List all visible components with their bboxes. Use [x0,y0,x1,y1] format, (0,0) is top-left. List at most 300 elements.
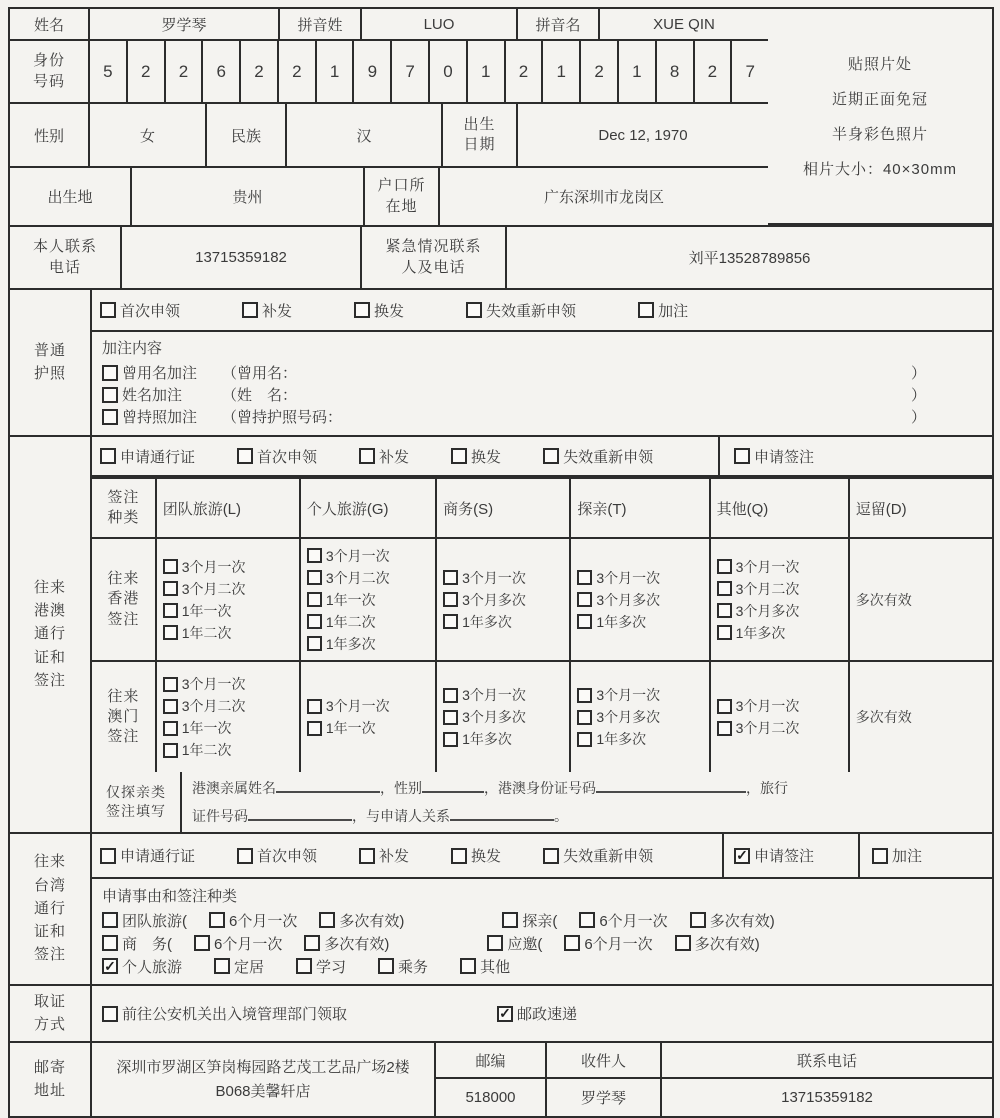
checkbox-label: 3个月一次 [735,698,800,714]
taiwan-options [92,834,724,877]
checkbox-label: 加注 [658,302,689,320]
emergency-contact-label [362,227,507,288]
checkbox-option[interactable] [497,1003,577,1024]
visa-column-header: 商务(S) [437,479,571,537]
hk-macau-section [10,437,992,834]
checkbox-icon[interactable] [466,302,482,318]
checkbox-icon[interactable] [443,732,458,747]
visa-option[interactable] [443,568,563,588]
paren-open-text: （曾用名： [222,365,298,382]
contact-phone-value: 13715359182 [781,1089,873,1106]
checkbox-icon[interactable] [564,935,580,951]
checkbox-icon[interactable] [307,636,322,651]
label-line: 护照 [33,365,66,382]
checkbox-option[interactable] [502,910,557,931]
visa-type-corner [92,479,157,537]
checkbox-icon[interactable] [577,570,592,585]
visa-option[interactable] [307,568,429,588]
checkbox-icon[interactable] [577,592,592,607]
paren-open-text: （姓 名： [222,387,298,404]
checkbox-label: 团队旅游( [122,912,187,930]
checkbox-icon[interactable] [307,699,322,714]
visa-cell [157,662,301,772]
checkbox-icon[interactable] [543,448,559,464]
checkbox-option[interactable] [194,933,282,954]
visa-option[interactable] [717,557,842,577]
visa-option[interactable] [163,696,293,716]
postcode-value: 518000 [465,1089,516,1106]
checkbox-icon[interactable] [717,581,732,596]
checkbox-label: 1年二次 [181,742,232,758]
visa-option[interactable] [307,634,429,654]
checkbox-label: 3个月多次 [462,591,526,608]
visa-column-header: 探亲(T) [571,479,710,537]
label-line: 签注填写 [106,803,166,819]
checkbox-icon[interactable] [577,732,592,747]
label-line: 种类 [107,509,140,526]
annotation-row [102,406,982,427]
checkbox-label: 换发 [471,448,502,466]
checkbox-icon[interactable] [163,625,178,640]
checkbox-label: 3个月多次 [462,709,526,725]
checkbox-option[interactable] [451,845,501,866]
checkbox-option[interactable] [319,910,404,931]
pinyin-given-label: 拼音名 [518,9,600,39]
paren-close-text: ） [910,409,926,426]
checkbox-label: 邮政速递 [517,1006,578,1023]
checkbox-option[interactable] [638,300,688,321]
pickup-section-label [10,986,92,1041]
checkbox-option[interactable] [102,933,172,954]
checkbox-icon[interactable] [451,848,467,864]
checkbox-option[interactable] [102,910,187,931]
checkbox-icon[interactable] [638,302,654,318]
checkbox-label: 1年多次 [596,613,647,630]
id-digit-cell: 2 [241,41,279,102]
id-digit-cell: 1 [468,41,506,102]
checkbox-label: 1年多次 [462,613,512,630]
visa-option[interactable] [307,696,429,716]
checkbox-icon[interactable] [717,625,732,640]
label-line: 往来 [33,578,66,596]
checkbox-label: 3个月二次 [325,569,390,586]
checkbox-icon[interactable] [242,302,258,318]
checkbox-label: 1年一次 [181,720,232,736]
checkbox-option[interactable] [487,933,542,954]
label-line: 邮寄 [33,1058,66,1076]
checkbox-icon[interactable] [443,710,458,725]
checkbox-icon[interactable] [100,848,116,864]
visa-cell-text: 多次有效 [855,591,912,608]
checkbox-option[interactable] [237,446,317,467]
photo-instruction-line: 半身彩色照片 [831,126,928,143]
checkbox-icon[interactable] [690,912,706,928]
checkbox-option[interactable] [734,845,814,866]
checkbox-label: 1年一次 [325,591,376,608]
checkbox-icon[interactable] [237,448,253,464]
visa-option[interactable] [163,718,293,738]
checkbox-option[interactable] [102,384,222,405]
label-line: 港澳 [33,602,66,620]
visa-option[interactable] [163,557,293,577]
checkbox-label: 3个月多次 [596,709,661,725]
checkbox-icon[interactable] [102,387,118,403]
checkbox-icon[interactable] [577,688,592,703]
checkbox-option[interactable] [675,933,760,954]
recipient-label: 收件人 [547,1043,660,1079]
visa-option[interactable] [307,718,429,738]
id-digit-cell: 9 [354,41,392,102]
checkbox-icon[interactable] [359,848,375,864]
name-value: 罗学琴 [90,9,280,39]
checkbox-icon[interactable] [872,848,888,864]
checkbox-label: 补发 [379,448,410,466]
taiwan-section-label [10,834,92,984]
checkbox-icon[interactable] [102,912,118,928]
passport-options [92,290,992,332]
label-line: 电话 [48,258,81,276]
checkbox-label: 失效重新申领 [486,302,577,320]
taiwan-reason-block [92,879,992,984]
hk-macau-options-row [92,437,992,479]
checkbox-icon[interactable] [100,448,116,464]
blank-underline[interactable] [422,780,484,793]
checkbox-icon[interactable] [675,935,691,951]
gender-value: 女 [90,104,207,166]
label-line: 签注 [107,610,140,628]
checkbox-label: 3个月一次 [462,687,526,703]
checkbox-option[interactable] [359,845,409,866]
checkbox-icon[interactable] [194,935,210,951]
checkbox-option[interactable] [460,956,510,977]
visa-column-header: 个人旅游(G) [301,479,437,537]
photo-instruction-line: 近期正面免冠 [831,91,928,108]
checkbox-icon[interactable] [717,699,732,714]
checkbox-option[interactable] [100,845,195,866]
checkbox-icon[interactable] [460,958,476,974]
label-line: 在地 [385,197,418,215]
checkbox-icon[interactable] [717,721,732,736]
checkbox-option[interactable] [359,446,409,467]
checkbox-label: 曾持照加注 [122,409,198,426]
checkbox-option[interactable] [543,446,653,467]
label-line: 人及电话 [401,258,466,276]
visa-option[interactable] [577,612,702,632]
annotation-row [102,362,982,383]
visa-option[interactable] [307,590,429,610]
reason-group-left [102,910,404,931]
label-line: 往来 [33,853,66,871]
checkbox-icon[interactable] [307,570,322,585]
checkbox-icon[interactable] [577,614,592,629]
checkbox-label: 首次申领 [257,848,318,865]
residence-value: 广东深圳市龙岗区 [543,189,664,206]
checkbox-icon[interactable] [378,958,394,974]
checkbox-label: 申请通行证 [120,448,196,466]
visa-option[interactable] [163,674,293,694]
label-line: 通行 [33,899,66,917]
checkbox-option[interactable] [209,910,297,931]
visa-option[interactable] [717,623,842,643]
checkbox-option[interactable] [214,956,264,977]
label-line: 号码 [32,72,65,90]
checkbox-icon[interactable] [163,721,178,736]
id-digit-cell: 1 [317,41,355,102]
label-line: 紧急情况联系 [385,238,482,256]
checkbox-option[interactable] [296,956,346,977]
visa-table-header [92,479,992,539]
checkbox-icon[interactable] [209,912,225,928]
checkbox-icon[interactable] [102,1006,118,1022]
visa-option[interactable] [577,685,702,705]
checkbox-icon[interactable] [163,581,178,596]
label-line: 本人联系 [32,238,97,256]
label-line: 香港 [107,590,140,608]
checkbox-label: 6个月一次 [599,912,668,930]
checkbox-label: 3个月一次 [325,698,390,714]
visa-option[interactable] [577,590,702,610]
label-line: 往来 [107,570,140,588]
label-line: 签注 [33,946,66,964]
id-digit-cell: 1 [619,41,657,102]
checkbox-icon[interactable] [214,958,230,974]
checkbox-option[interactable] [237,845,317,866]
checkbox-option[interactable] [378,956,428,977]
checkbox-label: 首次申领 [257,448,318,466]
label-line: 普通 [33,341,66,359]
blank-underline[interactable] [248,808,352,821]
visa-option[interactable] [443,590,563,610]
annotation-content-title: 加注内容 [102,340,163,357]
taiwan-annotation-cell [860,834,992,877]
reason-group-right [502,910,774,931]
checkbox-option[interactable] [100,446,195,467]
visa-cell [711,539,850,660]
checkbox-icon[interactable] [296,958,312,974]
passport-annotation-block [92,332,992,435]
label-line: 出生 [463,115,496,133]
field-text: 港澳亲属姓名 [192,780,276,796]
contact-phone-label: 联系电话 [662,1043,992,1079]
checkbox-icon[interactable] [359,448,375,464]
checkbox-icon[interactable] [307,721,322,736]
checkbox-icon[interactable] [307,614,322,629]
checkbox-icon[interactable] [307,548,322,563]
visa-option[interactable] [577,568,702,588]
checkbox-label: 补发 [262,302,293,320]
checkbox-icon[interactable] [102,409,118,425]
visa-option[interactable] [443,685,563,705]
annotation-rows [102,361,982,428]
checkbox-option[interactable] [242,300,292,321]
checkbox-label: 3个月多次 [596,591,661,608]
checkbox-icon[interactable] [502,912,518,928]
label-line: 户口所 [377,177,426,195]
checkbox-icon[interactable] [451,448,467,464]
checkbox-option[interactable] [872,845,922,866]
id-digit-cell: 2 [166,41,204,102]
checkbox-icon[interactable] [102,935,118,951]
checkbox-option[interactable] [690,910,775,931]
label-line: 地址 [33,1082,66,1099]
checkbox-label: 1年一次 [325,720,376,736]
reason-line [102,956,982,977]
checkbox-icon[interactable] [443,570,458,585]
checkbox-label: 1年多次 [596,731,647,747]
visa-option[interactable] [163,623,293,643]
checkbox-option[interactable] [466,300,576,321]
id-digit-cell: 2 [695,41,733,102]
checkbox-option[interactable] [354,300,404,321]
paren-open-text: （曾持护照号码： [222,409,343,426]
checkbox-label: 1年多次 [325,635,376,652]
checkbox-label: 3个月多次 [735,602,800,619]
visa-option[interactable] [163,740,293,760]
checkbox-label: 6个月一次 [229,912,298,930]
checkbox-checked-icon[interactable]: ✓ [734,848,750,864]
checkbox-label: 补发 [379,848,410,865]
visa-option[interactable] [443,612,563,632]
checkbox-icon[interactable] [717,559,732,574]
visa-cell [301,539,437,660]
checkbox-label: 个人旅游 [122,958,183,976]
checkbox-label: 1年二次 [325,613,376,630]
checkbox-checked-icon[interactable]: ✓ [497,1006,513,1022]
phone-label [10,227,122,288]
checkbox-label: 3个月一次 [325,547,390,564]
paren-close-text: ） [910,387,926,404]
checkbox-icon[interactable] [543,848,559,864]
visa-column-header: 其他(Q) [711,479,850,537]
checkbox-icon[interactable] [100,302,116,318]
id-digit-cell: 7 [392,41,430,102]
id-digit-cell: 2 [128,41,166,102]
checkbox-checked-icon[interactable]: ✓ [102,958,118,974]
mailing-section [10,1043,992,1116]
visa-option[interactable] [443,729,563,749]
visa-option[interactable] [717,601,842,621]
checkbox-label: 3个月一次 [596,569,661,586]
checkbox-icon[interactable] [487,935,503,951]
visa-option[interactable] [717,579,842,599]
reason-group-right [487,933,759,954]
checkbox-icon[interactable] [163,677,178,692]
checkbox-option[interactable] [451,446,501,467]
checkbox-icon[interactable] [304,935,320,951]
birth-date-value: Dec 12, 1970 [598,126,688,144]
reason-line [102,910,982,931]
visa-row-label [92,662,157,772]
blank-underline[interactable] [596,780,746,793]
checkbox-icon[interactable] [163,603,178,618]
checkbox-label: 多次有效) [709,912,775,930]
checkbox-label: 学习 [316,958,347,976]
checkbox-option[interactable] [100,300,180,321]
checkbox-option[interactable] [102,1003,347,1024]
checkbox-icon[interactable] [354,302,370,318]
visa-cell [437,539,571,660]
visa-option[interactable] [163,601,293,621]
pickup-section [10,986,992,1043]
checkbox-label: 1年多次 [462,731,512,747]
gender-label: 性别 [10,104,90,166]
visa-option[interactable] [717,696,842,716]
postcode-label: 邮编 [436,1043,545,1079]
checkbox-icon[interactable] [163,699,178,714]
visa-cell [850,662,992,772]
label-line: 签注 [107,488,140,506]
visa-option[interactable] [577,729,702,749]
visa-option[interactable] [307,546,429,566]
ethnicity-label: 民族 [207,104,287,166]
relative-visa-form [182,770,992,834]
visa-option[interactable] [163,579,293,599]
checkbox-label: 曾用名加注 [122,365,198,382]
checkbox-option[interactable] [304,933,389,954]
checkbox-label: 前往公安机关出入境管理部门领取 [122,1006,348,1023]
checkbox-icon[interactable] [734,448,750,464]
checkbox-icon[interactable] [717,603,732,618]
checkbox-option[interactable] [102,362,222,383]
checkbox-icon[interactable] [443,614,458,629]
checkbox-option[interactable] [102,406,222,427]
checkbox-option[interactable] [102,956,182,977]
visa-option[interactable] [307,612,429,632]
checkbox-label: 乘务 [398,958,429,976]
taiwan-visa-apply-cell [724,834,860,877]
checkbox-label: 3个月二次 [181,580,246,597]
photo-instruction-line: 贴照片处 [847,56,912,73]
photo-paste-area [768,9,992,225]
personal-info-block [10,9,992,225]
checkbox-icon[interactable] [163,743,178,758]
label-line: 澳门 [107,707,140,725]
checkbox-label: 1年一次 [181,602,232,619]
checkbox-option[interactable] [579,910,667,931]
checkbox-icon[interactable] [577,710,592,725]
checkbox-icon[interactable] [307,592,322,607]
reason-group-left [102,956,510,977]
checkbox-label: 加注 [892,848,923,865]
reason-title: 申请事由和签注种类 [102,887,238,905]
checkbox-icon[interactable] [237,848,253,864]
checkbox-icon[interactable] [443,592,458,607]
id-number-digits [90,41,768,102]
checkbox-option[interactable] [564,933,652,954]
visa-table-row [92,662,992,772]
visa-option[interactable] [717,718,842,738]
checkbox-icon[interactable] [319,912,335,928]
checkbox-icon[interactable] [102,365,118,381]
checkbox-option[interactable] [543,845,653,866]
checkbox-icon[interactable] [163,559,178,574]
visa-option[interactable] [577,707,702,727]
blank-underline[interactable] [276,780,380,793]
checkbox-option[interactable] [734,446,814,467]
relative-line-1 [192,774,982,802]
label-line: 日期 [463,136,496,153]
reason-line [102,933,982,954]
blank-underline[interactable] [450,808,554,821]
checkbox-label: 3个月二次 [181,698,246,714]
checkbox-icon[interactable] [579,912,595,928]
visa-table-row [92,539,992,662]
passport-section-label [10,290,92,435]
label-line: 通行 [33,625,66,643]
visa-option[interactable] [443,707,563,727]
taiwan-options-row [92,834,992,879]
checkbox-icon[interactable] [443,688,458,703]
